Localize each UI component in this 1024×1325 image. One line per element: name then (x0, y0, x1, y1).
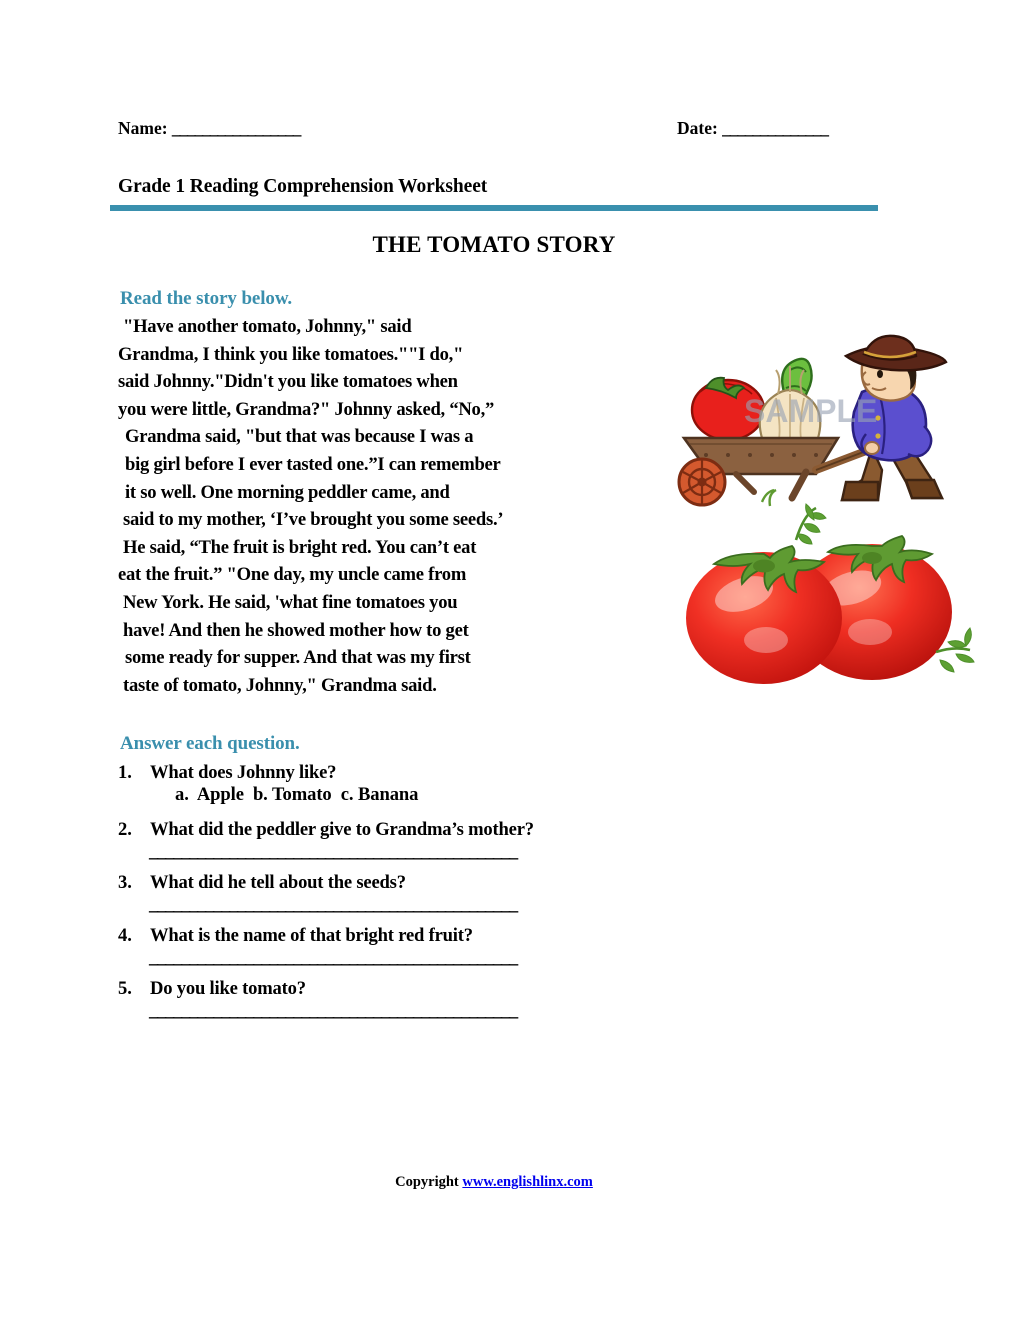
answer-line[interactable]: ______________________________________________ (149, 1000, 517, 1021)
answer-questions-heading: Answer each question. (120, 733, 300, 754)
story-line: some ready for supper. And that was my first (125, 647, 471, 669)
question-row (118, 819, 818, 841)
question-text: What does Johnny like? (150, 762, 337, 783)
story-line: Grandma said, "but that was because I was a (125, 426, 474, 448)
question-number: 3. (118, 872, 132, 893)
question-row (118, 872, 818, 894)
read-story-heading: Read the story below. (120, 288, 293, 309)
question-number: 5. (118, 978, 132, 999)
story-line: have! And then he showed mother how to get (123, 619, 469, 641)
question-item (118, 978, 818, 1022)
copyright-label: Copyright (395, 1174, 459, 1190)
question-item (118, 872, 818, 916)
question-number: 2. (118, 819, 132, 840)
question-item (118, 762, 818, 806)
answer-line[interactable]: ______________________________________________ (149, 894, 517, 915)
sample-watermark: SAMPLE (744, 393, 878, 429)
story-line: Grandma, I think you like tomatoes.""I do," (118, 343, 464, 365)
page-title: THE TOMATO STORY (372, 232, 616, 257)
story-line: you were little, Grandma?" Johnny asked, “No,” (118, 398, 495, 420)
header-divider (110, 205, 878, 211)
story-passage (118, 313, 666, 699)
farmer-wheelbarrow-illustration (666, 330, 966, 508)
worksheet-title: Grade 1 Reading Comprehension Worksheet (118, 176, 488, 197)
question-row (118, 762, 818, 784)
story-line: it so well. One morning peddler came, and (125, 481, 450, 503)
questions-list (118, 762, 818, 1022)
tomatoes-illustration (660, 500, 980, 692)
name-blank-line[interactable]: _________________ (171, 118, 301, 138)
question-text: Do you like tomato? (150, 978, 306, 999)
name-field (118, 118, 300, 139)
englishlinx-link[interactable]: www.englishlinx.com (462, 1174, 593, 1190)
story-line: said Johnny."Didn't you like tomatoes when (118, 371, 458, 393)
question-item (118, 819, 818, 863)
answer-line[interactable]: ______________________________________________ (149, 841, 517, 862)
answer-line[interactable]: ______________________________________________ (149, 947, 517, 968)
question-choices[interactable]: a. Apple b. Tomato c. Banana (175, 784, 419, 805)
question-number: 4. (118, 925, 132, 946)
story-line: New York. He said, 'what fine tomatoes you (123, 591, 458, 613)
question-text: What did he tell about the seeds? (150, 872, 406, 893)
date-field (677, 118, 828, 139)
story-line: said to my mother, ‘I’ve brought you some seeds.’ (123, 509, 504, 531)
date-blank-line[interactable]: ______________ (722, 118, 828, 138)
story-line: eat the fruit.” "One day, my uncle came from (118, 564, 467, 586)
story-line: big girl before I ever tasted one.”I can remember (125, 453, 501, 475)
question-number: 1. (118, 762, 132, 783)
question-row (118, 978, 818, 1000)
date-label: Date: (677, 118, 718, 138)
question-row (118, 925, 818, 947)
student-info-row (118, 118, 908, 148)
question-text: What did the peddler give to Grandma’s mother? (150, 819, 534, 840)
footer-copyright (110, 1174, 878, 1191)
question-text: What is the name of that bright red fruit? (150, 925, 473, 946)
story-line: taste of tomato, Johnny," Grandma said. (123, 674, 437, 696)
question-item (118, 925, 818, 969)
name-label: Name: (118, 118, 168, 138)
story-line: "Have another tomato, Johnny," said (123, 316, 412, 337)
story-line: He said, “The fruit is bright red. You can’t eat (123, 536, 477, 558)
